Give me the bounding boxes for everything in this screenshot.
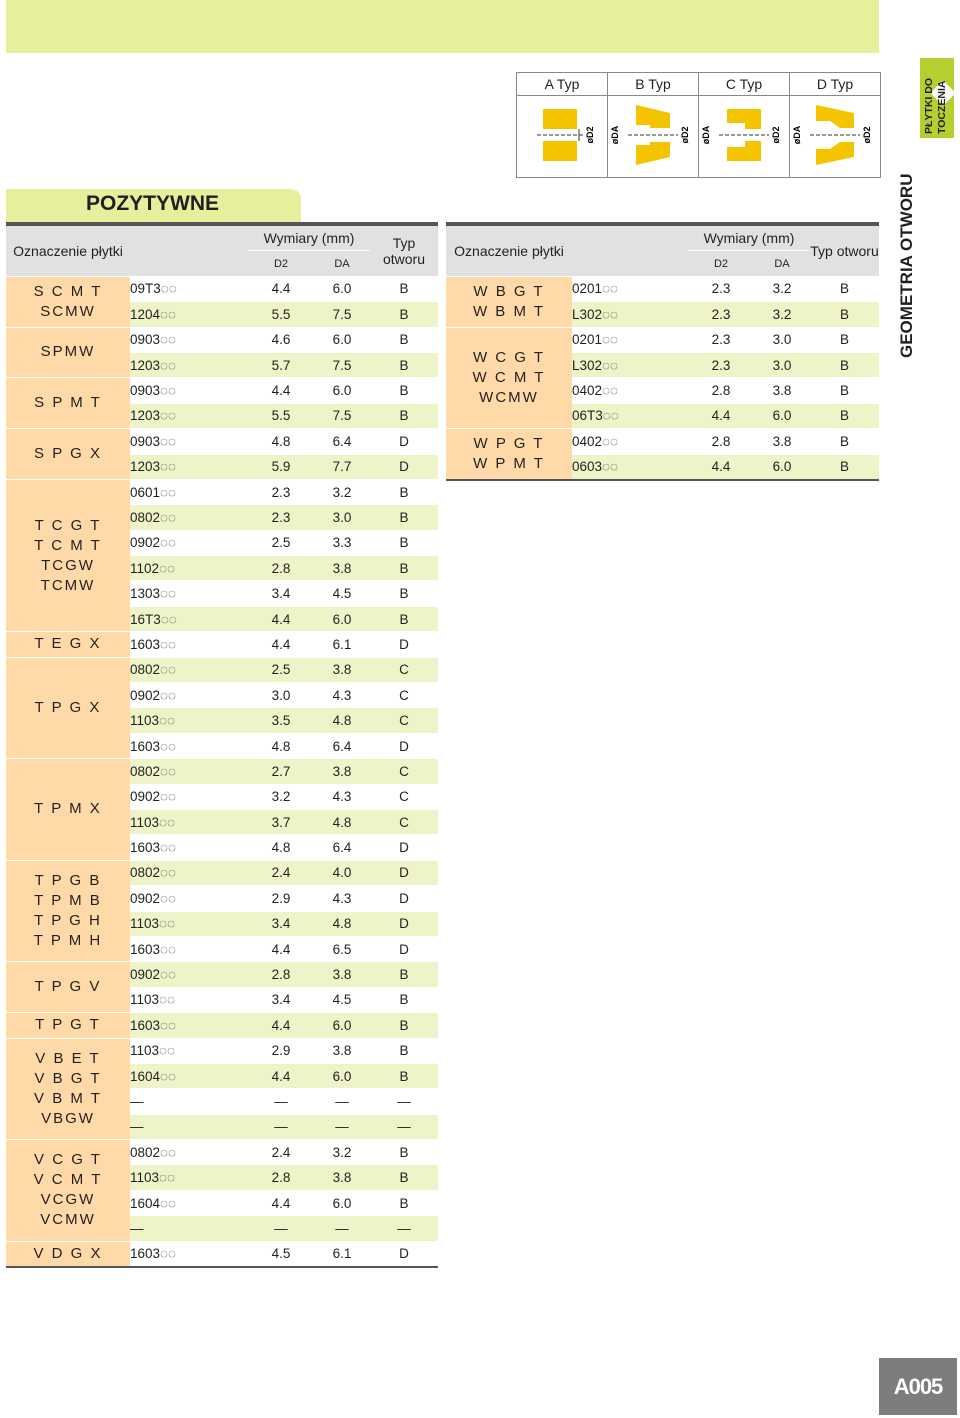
d2-value: 2.3 xyxy=(248,505,314,530)
insert-code: 1102◌◌ xyxy=(130,556,248,581)
da-value: 3.8 xyxy=(314,1038,370,1063)
insert-designation xyxy=(6,479,130,631)
insert-code: L302◌◌ xyxy=(572,352,688,377)
hole-type-value: B xyxy=(810,352,879,377)
type-a-diagram xyxy=(517,95,608,177)
da-value: 3.8 xyxy=(314,556,370,581)
d2-value: 4.4 xyxy=(248,1063,314,1088)
hole-type-value: B xyxy=(370,530,438,555)
designation-name: V C G T xyxy=(34,1151,102,1169)
table-row xyxy=(6,632,438,657)
designation-name: V C M T xyxy=(33,1171,103,1189)
insert-designation xyxy=(446,327,572,429)
hole-type-value: B xyxy=(370,403,438,428)
d2-value: 2.3 xyxy=(688,327,754,352)
type-d-diagram xyxy=(790,95,880,177)
da-value: 3.8 xyxy=(754,429,810,454)
page-number: A005 xyxy=(879,1358,957,1415)
insert-code: 1603◌◌ xyxy=(130,936,248,961)
hole-type-value: B xyxy=(370,352,438,377)
d2-value: 2.3 xyxy=(688,276,754,301)
hole-type-value: B xyxy=(810,276,879,301)
table-row xyxy=(6,276,438,301)
side-tab-title: GEOMETRIA OTWORU xyxy=(897,173,916,358)
designation-name: T C M T xyxy=(34,536,102,554)
type-d-insert-icon xyxy=(790,95,880,177)
insert-code: 1103◌◌ xyxy=(130,809,248,834)
da-value: 4.8 xyxy=(314,809,370,834)
insert-code: 0902◌◌ xyxy=(130,886,248,911)
d2-value: 5.5 xyxy=(248,403,314,428)
da-value: 6.0 xyxy=(314,276,370,301)
insert-code: — xyxy=(130,1114,248,1139)
d2-value: 2.9 xyxy=(248,1038,314,1063)
hole-type-value: B xyxy=(810,327,879,352)
insert-code: 09T3◌◌ xyxy=(130,276,248,301)
insert-code: 1603◌◌ xyxy=(130,835,248,860)
da-value: 6.1 xyxy=(314,632,370,657)
d2-value: 3.0 xyxy=(248,683,314,708)
da-value: 6.0 xyxy=(314,1190,370,1215)
table-row xyxy=(6,1241,438,1267)
hole-type-value: D xyxy=(370,911,438,936)
d2-value: 4.4 xyxy=(248,276,314,301)
hole-type-value: B xyxy=(370,556,438,581)
svg-text:øDA: øDA xyxy=(701,125,711,145)
designation-name: V B M T xyxy=(34,1089,102,1107)
hole-type-value: B xyxy=(370,581,438,606)
svg-text:øDA: øDA xyxy=(792,125,802,145)
side-tab-subtitle-2: TOCZENIA xyxy=(936,80,948,134)
da-value: 3.0 xyxy=(314,505,370,530)
designation-name: W C M T xyxy=(472,368,546,386)
insert-designation xyxy=(6,378,130,429)
d2-value: 3.7 xyxy=(248,809,314,834)
insert-code: — xyxy=(130,1089,248,1114)
insert-code: 1103◌◌ xyxy=(130,1038,248,1063)
right-table-body xyxy=(446,276,879,480)
insert-code: — xyxy=(130,1216,248,1241)
hole-type-value: B xyxy=(370,505,438,530)
d2-value: 4.4 xyxy=(248,632,314,657)
d2-value: — xyxy=(248,1089,314,1114)
da-value: 3.2 xyxy=(314,1140,370,1165)
hole-type-value: B xyxy=(370,1165,438,1190)
type-b-insert-icon xyxy=(608,95,698,177)
insert-code: 0802◌◌ xyxy=(130,759,248,784)
hole-type-value: D xyxy=(370,454,438,479)
d2-value: 4.4 xyxy=(688,403,754,428)
table-row xyxy=(6,1038,438,1063)
designation-name: T P G X xyxy=(34,698,102,716)
da-value: 6.1 xyxy=(314,1241,370,1267)
table-row xyxy=(6,1013,438,1038)
insert-code: 1603◌◌ xyxy=(130,1241,248,1267)
table-row xyxy=(6,657,438,682)
col-hole-type: Typ otworu xyxy=(370,224,438,276)
designation-name: VCGW xyxy=(40,1191,96,1209)
insert-designation xyxy=(6,276,130,327)
col-da: DA xyxy=(314,251,370,276)
hole-type-value: D xyxy=(370,835,438,860)
designation-name: S P G X xyxy=(34,445,102,463)
da-value: — xyxy=(314,1114,370,1139)
da-value: 6.0 xyxy=(314,606,370,631)
insert-code: 0601◌◌ xyxy=(130,479,248,504)
hole-type-value: — xyxy=(370,1216,438,1241)
side-tab xyxy=(896,58,958,358)
designation-name: T P G T xyxy=(35,1016,101,1034)
top-banner xyxy=(6,0,879,53)
left-table-body xyxy=(6,276,438,1267)
insert-code: 0802◌◌ xyxy=(130,657,248,682)
svg-text:øDA: øDA xyxy=(610,125,620,145)
insert-code: 0902◌◌ xyxy=(130,683,248,708)
hole-type-value: — xyxy=(370,1089,438,1114)
da-value: 4.3 xyxy=(314,683,370,708)
da-value: 6.0 xyxy=(754,454,810,480)
hole-type-value: C xyxy=(370,657,438,682)
da-value: 4.0 xyxy=(314,860,370,885)
designation-name: W B M T xyxy=(472,302,546,320)
da-value: 3.8 xyxy=(314,657,370,682)
insert-designation xyxy=(6,429,130,480)
insert-designation xyxy=(6,1013,130,1038)
hole-type-value: D xyxy=(370,936,438,961)
da-value: 6.0 xyxy=(314,378,370,403)
insert-code: 0903◌◌ xyxy=(130,429,248,454)
insert-code: L302◌◌ xyxy=(572,302,688,327)
da-value: 7.7 xyxy=(314,454,370,479)
insert-designation xyxy=(6,327,130,378)
d2-value: 5.9 xyxy=(248,454,314,479)
d2-value: 4.4 xyxy=(248,1013,314,1038)
hole-type-value: B xyxy=(370,1063,438,1088)
insert-code: 0402◌◌ xyxy=(572,378,688,403)
da-value: 7.5 xyxy=(314,352,370,377)
insert-code: 1604◌◌ xyxy=(130,1063,248,1088)
da-value: 3.8 xyxy=(314,962,370,987)
d2-value: 4.4 xyxy=(248,606,314,631)
d2-value: 4.8 xyxy=(248,835,314,860)
d2-value: 2.9 xyxy=(248,886,314,911)
svg-text:øD2: øD2 xyxy=(585,126,595,144)
side-tab-subtitle-1: PŁYTKI DO xyxy=(923,77,935,134)
da-value: 6.0 xyxy=(314,1013,370,1038)
designation-name: V D G X xyxy=(33,1244,103,1262)
type-b-diagram xyxy=(608,95,699,177)
insert-code: 0603◌◌ xyxy=(572,454,688,480)
d2-value: 4.5 xyxy=(248,1241,314,1267)
d2-value: 3.4 xyxy=(248,911,314,936)
d2-value: 2.3 xyxy=(688,302,754,327)
hole-type-value: B xyxy=(810,454,879,480)
hole-type-value: D xyxy=(370,886,438,911)
d2-value: 2.4 xyxy=(248,1140,314,1165)
hole-type-value: D xyxy=(370,632,438,657)
designation-name: V B E T xyxy=(35,1049,101,1067)
insert-designation xyxy=(6,759,130,861)
insert-code: 06T3◌◌ xyxy=(572,403,688,428)
hole-type-value: B xyxy=(370,378,438,403)
col-dimensions: Wymiary (mm) xyxy=(688,224,810,251)
col-d2: D2 xyxy=(688,251,754,276)
d2-value: 4.4 xyxy=(688,454,754,480)
hole-type-value: B xyxy=(370,606,438,631)
d2-value: 4.4 xyxy=(248,378,314,403)
insert-code: 0903◌◌ xyxy=(130,327,248,352)
designation-name: W B G T xyxy=(473,282,545,300)
d2-value: 3.2 xyxy=(248,784,314,809)
col-dimensions: Wymiary (mm) xyxy=(248,224,370,251)
designation-name: T E G X xyxy=(34,635,102,653)
table-row xyxy=(6,378,438,403)
insert-designation xyxy=(446,429,572,480)
insert-code: 0902◌◌ xyxy=(130,530,248,555)
insert-designation xyxy=(6,1038,130,1140)
d2-value: 2.5 xyxy=(248,657,314,682)
hole-type-value: D xyxy=(370,1241,438,1267)
insert-code: 1204◌◌ xyxy=(130,302,248,327)
section-title: POZYTYWNE xyxy=(86,192,220,215)
da-value: 6.5 xyxy=(314,936,370,961)
svg-text:øD2: øD2 xyxy=(862,126,872,144)
d2-value: 2.3 xyxy=(688,352,754,377)
insert-code: 16T3◌◌ xyxy=(130,606,248,631)
svg-text:øD2: øD2 xyxy=(680,126,690,144)
da-value: 3.0 xyxy=(754,352,810,377)
hole-type-value: B xyxy=(370,1190,438,1215)
insert-designation xyxy=(6,1241,130,1267)
hole-type-value: B xyxy=(810,429,879,454)
designation-name: W P M T xyxy=(473,455,545,473)
d2-value: 5.7 xyxy=(248,352,314,377)
d2-value: 2.7 xyxy=(248,759,314,784)
designation-name: SPMW xyxy=(40,343,96,361)
hole-type-value: B xyxy=(370,302,438,327)
designation-name: VBGW xyxy=(41,1109,95,1127)
designation-name: S C M T xyxy=(33,282,103,300)
hole-type-value: C xyxy=(370,809,438,834)
designation-name: TCMW xyxy=(40,576,96,594)
table-row xyxy=(446,276,879,301)
table-row xyxy=(6,1140,438,1165)
hole-type-value: B xyxy=(810,378,879,403)
d2-value: 5.5 xyxy=(248,302,314,327)
d2-value: 2.8 xyxy=(248,1165,314,1190)
hole-type-value: B xyxy=(370,479,438,504)
da-value: 6.0 xyxy=(754,403,810,428)
insert-code: 1603◌◌ xyxy=(130,1013,248,1038)
d2-value: 2.8 xyxy=(248,962,314,987)
da-value: — xyxy=(314,1216,370,1241)
da-value: 3.3 xyxy=(314,530,370,555)
hole-type-value: B xyxy=(810,302,879,327)
da-value: 4.8 xyxy=(314,911,370,936)
svg-text:øD2: øD2 xyxy=(771,126,781,144)
hole-type-value: B xyxy=(810,403,879,428)
designation-name: W C G T xyxy=(472,348,546,366)
designation-name: S P M T xyxy=(34,394,102,412)
d2-value: 2.5 xyxy=(248,530,314,555)
da-value: 3.2 xyxy=(314,479,370,504)
da-value: 3.2 xyxy=(754,302,810,327)
insert-designation xyxy=(6,860,130,962)
da-value: 6.0 xyxy=(314,1063,370,1088)
hole-type-value: C xyxy=(370,784,438,809)
table-row xyxy=(6,759,438,784)
da-value: 3.2 xyxy=(754,276,810,301)
da-value: 7.5 xyxy=(314,302,370,327)
insert-code: 1203◌◌ xyxy=(130,403,248,428)
da-value: 6.4 xyxy=(314,429,370,454)
d2-value: 2.8 xyxy=(248,556,314,581)
hole-type-value: B xyxy=(370,327,438,352)
d2-value: 2.8 xyxy=(688,378,754,403)
hole-type-value: — xyxy=(370,1114,438,1139)
insert-code: 0802◌◌ xyxy=(130,1140,248,1165)
da-value: 7.5 xyxy=(314,403,370,428)
d2-value: 4.8 xyxy=(248,733,314,758)
hole-type-value: B xyxy=(370,276,438,301)
type-b-label: B Typ xyxy=(608,73,699,96)
da-value: 4.5 xyxy=(314,987,370,1012)
col-designation: Oznaczenie płytki xyxy=(6,224,130,276)
table-row xyxy=(6,429,438,454)
insert-code: 0902◌◌ xyxy=(130,784,248,809)
hole-type-value: B xyxy=(370,987,438,1012)
d2-value: 3.5 xyxy=(248,708,314,733)
d2-value: — xyxy=(248,1114,314,1139)
hole-type-value: D xyxy=(370,429,438,454)
da-value: 6.4 xyxy=(314,733,370,758)
d2-value: 4.4 xyxy=(248,936,314,961)
da-value: 4.3 xyxy=(314,784,370,809)
insert-code: 0903◌◌ xyxy=(130,378,248,403)
hole-type-value: B xyxy=(370,1140,438,1165)
d2-value: — xyxy=(248,1216,314,1241)
insert-code: 1603◌◌ xyxy=(130,632,248,657)
type-c-label: C Typ xyxy=(699,73,790,96)
da-value: 4.8 xyxy=(314,708,370,733)
designation-name: T P G H xyxy=(34,912,102,930)
da-value: — xyxy=(314,1089,370,1114)
table-row xyxy=(6,962,438,987)
insert-code: 0201◌◌ xyxy=(572,276,688,301)
insert-code: 1303◌◌ xyxy=(130,581,248,606)
d2-value: 3.4 xyxy=(248,987,314,1012)
d2-value: 3.4 xyxy=(248,581,314,606)
type-a-insert-icon xyxy=(517,95,607,177)
table-row xyxy=(446,429,879,454)
designation-name: V B G T xyxy=(34,1069,102,1087)
hole-type-value: B xyxy=(370,1038,438,1063)
da-value: 4.5 xyxy=(314,581,370,606)
da-value: 6.4 xyxy=(314,835,370,860)
da-value: 3.0 xyxy=(754,327,810,352)
hole-type-legend xyxy=(516,72,881,178)
insert-code: 1203◌◌ xyxy=(130,352,248,377)
insert-code: 1103◌◌ xyxy=(130,1165,248,1190)
da-value: 4.3 xyxy=(314,886,370,911)
insert-code: 1203◌◌ xyxy=(130,454,248,479)
designation-name: SCMW xyxy=(40,302,96,320)
type-d-label: D Typ xyxy=(790,73,880,96)
insert-designation xyxy=(6,962,130,1013)
hole-type-value: C xyxy=(370,683,438,708)
right-insert-table xyxy=(446,222,879,481)
table-row xyxy=(6,860,438,885)
designation-name: T P M X xyxy=(34,800,102,818)
d2-value: 4.8 xyxy=(248,429,314,454)
col-hole-type: Typ otworu xyxy=(810,224,879,276)
left-insert-table xyxy=(6,222,438,1268)
designation-name: T P G B xyxy=(34,872,102,890)
insert-designation xyxy=(6,657,130,759)
d2-value: 4.4 xyxy=(248,1190,314,1215)
insert-code: 0402◌◌ xyxy=(572,429,688,454)
table-row xyxy=(6,327,438,352)
designation-name: T P M H xyxy=(33,932,103,950)
insert-code: 1603◌◌ xyxy=(130,733,248,758)
insert-designation xyxy=(446,276,572,327)
insert-code: 0802◌◌ xyxy=(130,505,248,530)
d2-value: 2.3 xyxy=(248,479,314,504)
hole-type-value: D xyxy=(370,733,438,758)
designation-name: T C G T xyxy=(34,516,102,534)
type-c-diagram xyxy=(699,95,790,177)
da-value: 3.8 xyxy=(754,378,810,403)
col-da: DA xyxy=(754,251,810,276)
section-banner xyxy=(6,189,301,222)
insert-code: 0201◌◌ xyxy=(572,327,688,352)
hole-type-value: B xyxy=(370,1013,438,1038)
insert-designation xyxy=(6,632,130,657)
da-value: 6.0 xyxy=(314,327,370,352)
hole-type-value: B xyxy=(370,962,438,987)
insert-designation xyxy=(6,1140,130,1242)
designation-name: T P G V xyxy=(34,978,102,996)
d2-value: 2.4 xyxy=(248,860,314,885)
col-designation: Oznaczenie płytki xyxy=(446,224,572,276)
col-d2: D2 xyxy=(248,251,314,276)
da-value: 3.8 xyxy=(314,1165,370,1190)
type-a-label: A Typ xyxy=(517,73,608,96)
designation-name: T P M B xyxy=(34,892,102,910)
d2-value: 2.8 xyxy=(688,429,754,454)
table-row xyxy=(446,327,879,352)
insert-code: 1103◌◌ xyxy=(130,911,248,936)
hole-type-value: C xyxy=(370,759,438,784)
hole-type-value: D xyxy=(370,860,438,885)
designation-name: W P G T xyxy=(473,435,545,453)
type-c-insert-icon xyxy=(699,95,789,177)
designation-name: WCMW xyxy=(479,388,539,406)
hole-type-value: C xyxy=(370,708,438,733)
designation-name: VCMW xyxy=(40,1211,96,1229)
insert-code: 1103◌◌ xyxy=(130,708,248,733)
table-row xyxy=(6,479,438,504)
insert-code: 0902◌◌ xyxy=(130,962,248,987)
da-value: 3.8 xyxy=(314,759,370,784)
designation-name: TCGW xyxy=(41,556,95,574)
insert-code: 1604◌◌ xyxy=(130,1190,248,1215)
insert-code: 1103◌◌ xyxy=(130,987,248,1012)
d2-value: 4.6 xyxy=(248,327,314,352)
insert-code: 0802◌◌ xyxy=(130,860,248,885)
